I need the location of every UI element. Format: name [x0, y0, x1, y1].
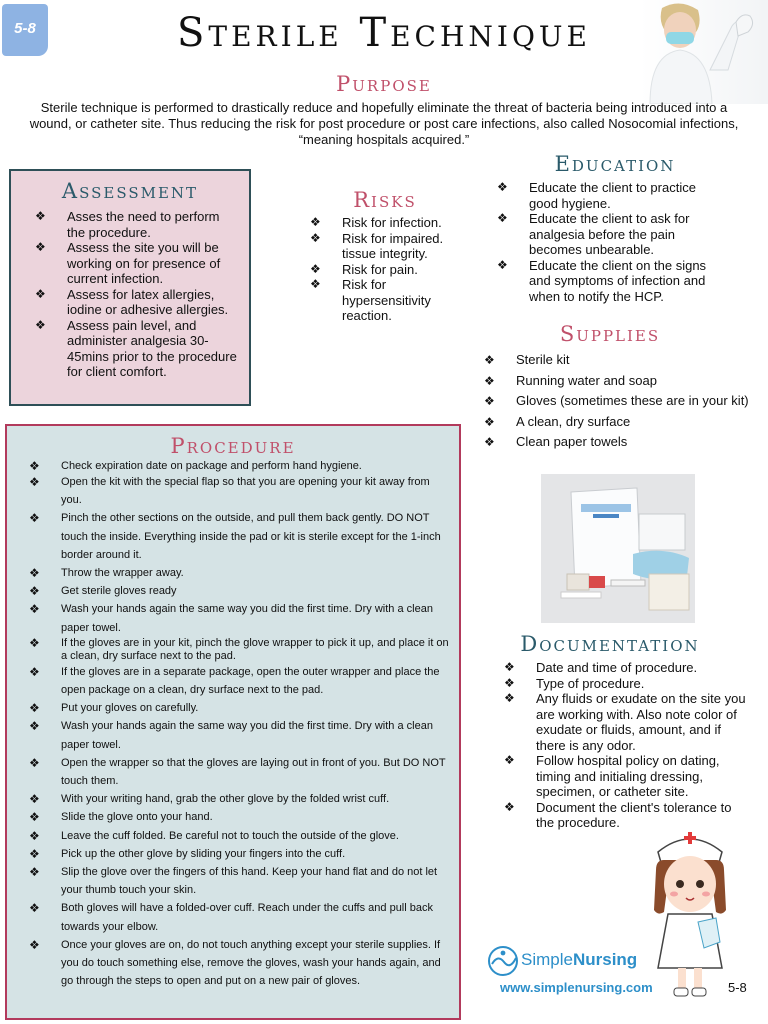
education-list — [493, 180, 723, 304]
list-item: ❖ Educate the client to practice good hygiene. — [493, 180, 723, 211]
education-heading: Education — [554, 152, 676, 176]
brand-name — [521, 950, 637, 970]
list-item: ❖ A clean, dry surface — [480, 412, 768, 433]
list-item: ❖ If the gloves are in your kit, pinch the glove wrapper to pick it up, and place it on a clean, dry surface next to the pad. — [25, 637, 451, 663]
risks-list — [306, 215, 466, 324]
documentation-list — [500, 660, 750, 831]
list-item: ❖ Gloves (sometimes these are in your kit) — [480, 391, 768, 412]
assessment-heading: Assessment — [61, 179, 199, 203]
page-title: Sterile Technique — [177, 10, 591, 56]
page-badge: 5-8 — [2, 4, 48, 56]
list-item: ❖ Wash your hands again the same way you did the first time. Dry with a clean paper towel. — [25, 717, 451, 753]
list-item: ❖ Any fluids or exudate on the site you are working with. Also note color of exudate or fluids, amount, and if there is any odor. — [500, 691, 750, 753]
procedure-box — [5, 424, 461, 1020]
list-item: ❖ Assess the site you will be working on for presence of current infection. — [31, 240, 241, 287]
list-item: ❖ Risk for hypersensitivity reaction. — [306, 277, 466, 324]
list-item: ❖ Open the kit with the special flap so that you are opening your kit away from you. — [25, 473, 451, 509]
cartoon-nurse-icon — [648, 830, 732, 1000]
list-item: ❖ Clean paper towels — [480, 432, 768, 453]
list-item: ❖ Pick up the other glove by sliding your fingers into the cuff. — [25, 845, 451, 863]
list-item: ❖ Put your gloves on carefully. — [25, 699, 451, 717]
list-item: ❖ With your writing hand, grab the other glove by the folded wrist cuff. — [25, 790, 451, 808]
list-item: ❖ Asses the need to perform the procedure. — [31, 209, 241, 240]
purpose-text: Sterile technique is performed to drastically reduce and hopefully eliminate the threat of bacteria being introduced into a wound, or catheter site. Thus reducing the risk for post procedure or post care infections, also called Nosocomial infections, “meaning hospitals acquired.” — [29, 100, 739, 147]
risks-heading: Risks — [353, 188, 417, 212]
list-item: ❖ Type of procedure. — [500, 676, 750, 692]
list-item: ❖ Date and time of procedure. — [500, 660, 750, 676]
list-item: ❖ Risk for impaired. tissue integrity. — [306, 231, 466, 262]
assessment-list — [31, 209, 241, 380]
sterile-kit-photo — [541, 474, 695, 623]
procedure-list — [25, 460, 451, 990]
procedure-heading: Procedure — [170, 434, 296, 458]
list-item: ❖ Both gloves will have a folded-over cuff. Reach under the cuffs and pull back towards your elbow. — [25, 899, 451, 935]
list-item: ❖ Document the client's tolerance to the procedure. — [500, 800, 750, 831]
list-item: ❖ Open the wrapper so that the gloves are laying out in front of you. But DO NOT touch them. — [25, 754, 451, 790]
list-item: ❖ Risk for infection. — [306, 215, 466, 231]
list-item: ❖ Assess pain level, and administer analgesia 30-45mins prior to the procedure for client comfort. — [31, 318, 241, 380]
brand-name-part1: Simple — [521, 950, 573, 969]
list-item: ❖ Leave the cuff folded. Be careful not to touch the outside of the glove. — [25, 827, 451, 845]
supplies-heading: Supplies — [559, 322, 661, 346]
list-item: ❖ If the gloves are in a separate package, open the outer wrapper and place the open package on a clean, dry surface next to the pad. — [25, 663, 451, 699]
list-item: ❖ Follow hospital policy on dating, timing and initialing dressing, specimen, or catheter site. — [500, 753, 750, 800]
list-item: ❖ Sterile kit — [480, 350, 768, 371]
list-item: ❖ Pinch the other sections on the outside, and pull them back gently. DO NOT touch the inside. Everything inside the pad or kit is sterile except for the 1-inch border around it. — [25, 509, 451, 564]
list-item: ❖ Running water and soap — [480, 371, 768, 392]
list-item: ❖ Risk for pain. — [306, 262, 466, 278]
list-item: ❖ Get sterile gloves ready — [25, 582, 451, 600]
list-item: ❖ Educate the client to ask for analgesia before the pain becomes unbearable. — [493, 211, 723, 258]
page-number: 5-8 — [728, 980, 747, 995]
purpose-heading: Purpose — [336, 72, 432, 96]
list-item: ❖ Slip the glove over the fingers of this hand. Keep your hand flat and do not let your thumb touch your skin. — [25, 863, 451, 899]
list-item: ❖ Once your gloves are on, do not touch anything except your sterile supplies. If you do touch something else, remove the gloves, wash your hands again, and go through the steps to open and put on a new pair of gloves. — [25, 936, 451, 991]
assessment-box — [9, 169, 251, 406]
documentation-heading: Documentation — [520, 632, 700, 656]
list-item: ❖ Wash your hands again the same way you did the first time. Dry with a clean paper towel. — [25, 600, 451, 636]
list-item: ❖ Assess for latex allergies, iodine or adhesive allergies. — [31, 287, 241, 318]
website-link[interactable]: www.simplenursing.com — [500, 980, 653, 995]
brand-name-part2: Nursing — [572, 950, 638, 969]
list-item: ❖ Slide the glove onto your hand. — [25, 808, 451, 826]
list-item: ❖ Check expiration date on package and perform hand hygiene. — [25, 460, 451, 473]
list-item: ❖ Throw the wrapper away. — [25, 564, 451, 582]
list-item: ❖ Educate the client on the signs and symptoms of infection and when to notify the HCP. — [493, 258, 723, 305]
supplies-list — [480, 350, 768, 453]
